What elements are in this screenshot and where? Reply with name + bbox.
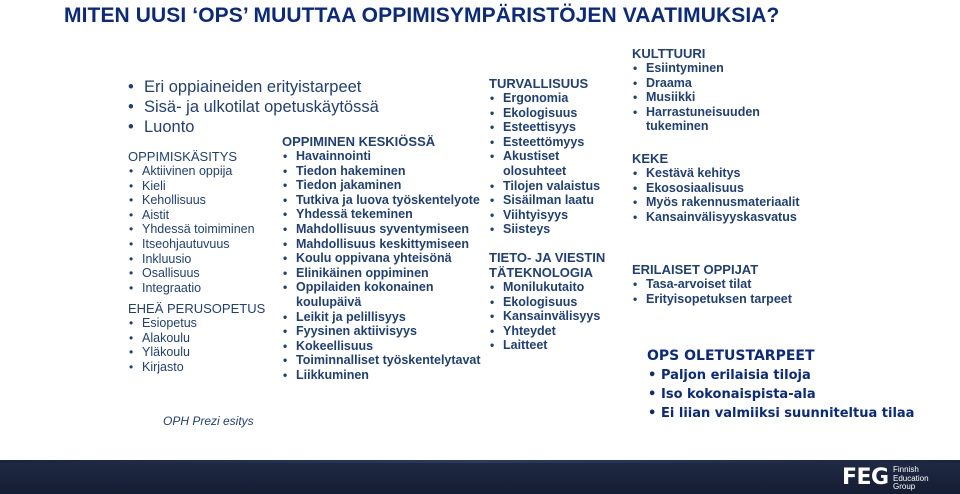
list-item: • Alakoulu — [128, 331, 278, 346]
section-heading: KULTTUURI — [632, 46, 706, 61]
list-item: • Tiedon hakeminen — [282, 164, 482, 179]
list-item: • Tilojen valaistus — [489, 179, 614, 194]
list-item: • Kestävä kehitys — [632, 166, 832, 181]
list-item: • Siisteys — [489, 222, 614, 237]
list-item: • Osallisuus — [128, 266, 278, 281]
list-item: • Iso kokonaispista-ala — [647, 385, 947, 404]
list-item: • Aktiivinen oppija — [128, 164, 278, 179]
footer-stripe — [0, 460, 960, 463]
list-item: • Yhdessä toimiminen — [128, 222, 278, 237]
list-item: • Erityisopetuksen tarpeet — [632, 292, 832, 307]
ehea-section — [128, 301, 278, 374]
list-item: • Eri oppiaineiden erityistarpeet — [128, 77, 408, 97]
list-item: • Havainnointi — [282, 149, 482, 164]
list-item: • Oppilaiden kokonainen koulupäivä — [282, 280, 442, 309]
list-item: • Kansainvälisyys — [489, 309, 614, 324]
list-item: • Integraatio — [128, 281, 278, 296]
list-item: • Elinikäinen oppiminen — [282, 266, 482, 281]
section-heading: TURVALLISUUS — [489, 76, 589, 91]
list-item: • Tiedon jakaminen — [282, 178, 482, 193]
footer-bar — [0, 460, 960, 494]
section-heading: KEKE — [632, 151, 669, 166]
list-item: • Koulu oppivana yhteisönä — [282, 251, 482, 266]
list-item: • Ekologisuus — [489, 295, 614, 310]
list-item: • Esiintyminen — [632, 61, 802, 76]
list-item: • Laitteet — [489, 338, 614, 353]
list-item: • Mahdollisuus syventymiseen — [282, 222, 482, 237]
page-title: MITEN UUSI ‘OPS’ MUUTTAA OPPIMISYMPÄRISTÖJEN VAATIMUKSIA? — [64, 4, 780, 27]
list-item: • Inkluusio — [128, 252, 278, 267]
list-item: • Ergonomia — [489, 91, 614, 106]
section-heading: OPS OLETUSTARPEET — [647, 348, 815, 364]
list-item: • Tasa-arvoiset tilat — [632, 277, 832, 292]
list-item: • Kansainvälisyyskasvatus — [632, 210, 832, 225]
list-item: • Esteettömyys — [489, 135, 614, 150]
section-heading: OPPIMISKÄSITYS — [128, 149, 238, 164]
list-item: • Tutkiva ja luova työskentelyote — [282, 193, 482, 208]
turvallisuus-section — [489, 76, 614, 237]
oppiminen-section — [282, 134, 482, 383]
list-item: • Yhteydet — [489, 324, 614, 339]
list-item: • Toiminnalliset työskentelytavat — [282, 353, 482, 368]
list-item: • Kieli — [128, 179, 278, 194]
keke-section — [632, 151, 832, 224]
list-item: • Liikkuminen — [282, 368, 482, 383]
list-item: • Harrastuneisuuden tukeminen — [632, 105, 772, 134]
feg-logo: FEG — [842, 465, 889, 490]
list-item: • Musiikki — [632, 90, 802, 105]
list-item: • Akustiset olosuhteet — [489, 149, 579, 178]
list-item: • Sisä- ja ulkotilat opetuskäytössä — [128, 97, 408, 117]
section-heading: EHEÄ PERUSOPETUS — [128, 301, 266, 316]
list-item: • Esiopetus — [128, 316, 278, 331]
list-item: • Viihtyisyys — [489, 208, 614, 223]
list-item: • Itseohjautuvuus — [128, 237, 278, 252]
list-item: • Fyysinen aktiivisyys — [282, 324, 482, 339]
list-item: • Sisäilman laatu — [489, 193, 614, 208]
feg-logo-text: Finnish Education Group — [893, 465, 929, 491]
section-heading: OPPIMINEN KESKIÖSSÄ — [282, 134, 436, 149]
left-top-list — [128, 77, 408, 137]
list-item: • Paljon erilaisia tiloja — [647, 366, 947, 385]
list-item: • Kirjasto — [128, 360, 278, 375]
list-item: • Myös rakennusmateriaalit — [632, 195, 832, 210]
section-heading: ERILAISET OPPIJAT — [632, 262, 759, 277]
list-item: • Kokeellisuus — [282, 339, 482, 354]
kulttuuri-section — [632, 46, 802, 134]
list-item: • Luonto — [128, 117, 408, 137]
list-item: • Kehollisuus — [128, 193, 278, 208]
list-item: • Draama — [632, 76, 802, 91]
oppimiskasitys-section — [128, 149, 278, 295]
list-item: • Yhdessä tekeminen — [282, 207, 482, 222]
tieto-section — [489, 250, 614, 353]
list-item: • Esteettisyys — [489, 120, 614, 135]
ops-section — [647, 346, 947, 423]
section-heading: TIETO- JA VIESTINTÄTEKNOLOGIA — [489, 250, 606, 280]
erilaiset-section — [632, 262, 832, 306]
list-item: • Leikit ja pelillisyys — [282, 310, 482, 325]
credit-text: OPH Prezi esitys — [163, 414, 254, 428]
list-item: • Yläkoulu — [128, 345, 278, 360]
list-item: • Ei liian valmiiksi suunniteltua tilaa — [647, 404, 947, 423]
list-item: • Mahdollisuus keskittymiseen — [282, 237, 482, 252]
list-item: • Monilukutaito — [489, 280, 614, 295]
list-item: • Aistit — [128, 208, 278, 223]
list-item: • Ekososiaalisuus — [632, 181, 832, 196]
list-item: • Ekologisuus — [489, 106, 614, 121]
